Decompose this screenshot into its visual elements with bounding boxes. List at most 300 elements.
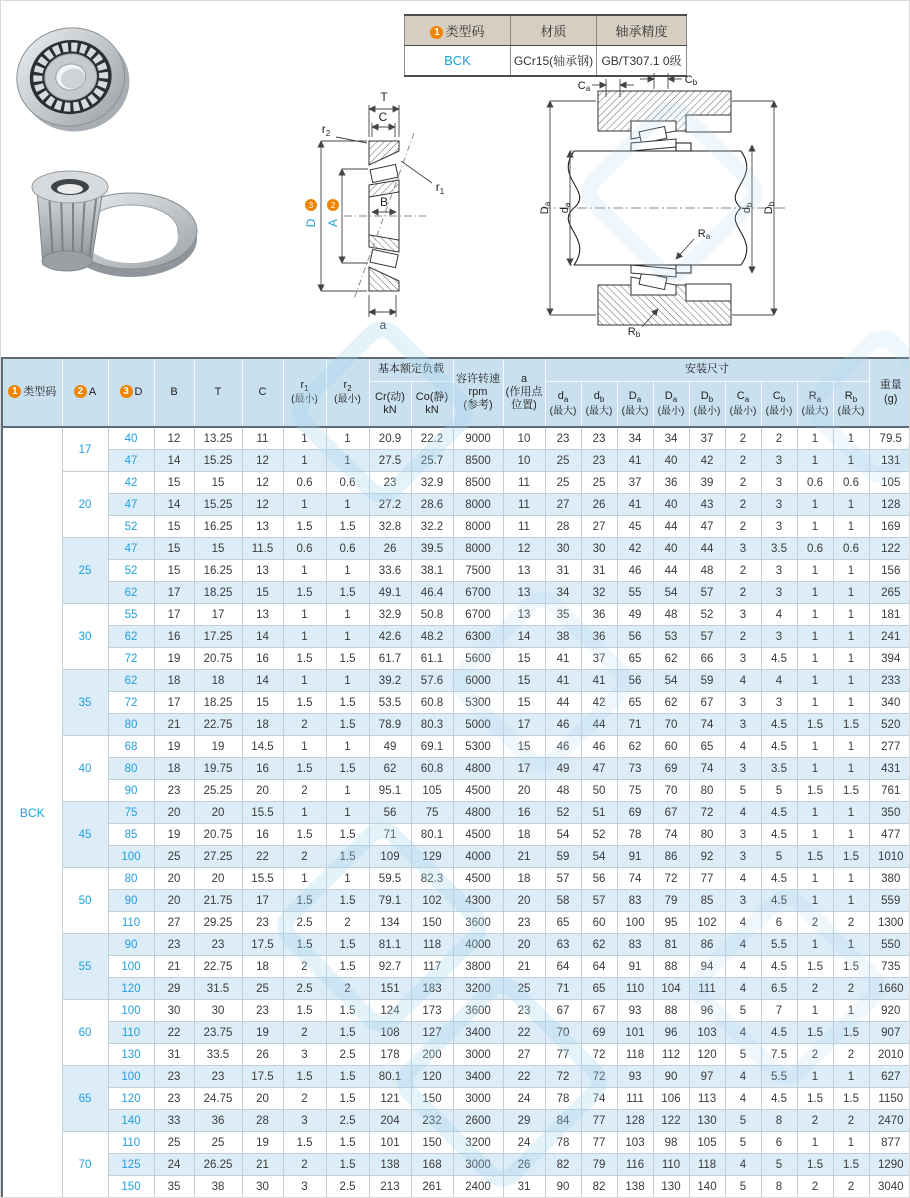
cell-r1: 2 xyxy=(283,1088,326,1110)
cell-d: 90 xyxy=(108,780,154,802)
cell-t: 20.75 xyxy=(194,824,242,846)
cell-Ca: 3 xyxy=(725,714,761,736)
cell-Cb: 3 xyxy=(761,560,797,582)
cell-b: 27 xyxy=(154,912,194,934)
cell-cr: 151 xyxy=(369,978,411,1000)
table-row xyxy=(2,516,910,538)
cell-Ca: 4 xyxy=(725,736,761,758)
cell-Ca: 5 xyxy=(725,1000,761,1022)
cell-co: 168 xyxy=(411,1154,453,1176)
cell-co: 127 xyxy=(411,1022,453,1044)
cell-da: 25 xyxy=(545,472,581,494)
dim-D-label xyxy=(304,199,318,227)
cell-Ca: 3 xyxy=(725,604,761,626)
cell-da: 28 xyxy=(545,516,581,538)
cell-a-point: 17 xyxy=(503,714,545,736)
table-row xyxy=(2,560,910,582)
cell-d: 130 xyxy=(108,1044,154,1066)
cell-da: 78 xyxy=(545,1132,581,1154)
cell-cr: 53.5 xyxy=(369,692,411,714)
cell-r1: 1.5 xyxy=(283,758,326,780)
cell-Ca: 2 xyxy=(725,626,761,648)
cell-Rb: 1 xyxy=(833,516,869,538)
cell-da: 67 xyxy=(545,1000,581,1022)
header-mount-col-Db: $D_b$ (最小) xyxy=(689,382,725,428)
cell-a-value: 55 xyxy=(62,934,108,1000)
cell-rpm: 6300 xyxy=(453,626,503,648)
cell-db: 51 xyxy=(581,802,617,824)
cell-c: 13 xyxy=(242,604,283,626)
cell-rpm: 6700 xyxy=(453,604,503,626)
cell-rpm: 3000 xyxy=(453,1154,503,1176)
cell-Ca: 5 xyxy=(725,1044,761,1066)
cell-c: 28 xyxy=(242,1110,283,1132)
cell-Da-min: 74 xyxy=(653,824,689,846)
cell-weight: 907 xyxy=(869,1022,910,1044)
cell-Ca: 5 xyxy=(725,1132,761,1154)
table-row xyxy=(2,648,910,670)
cell-Cb: 4 xyxy=(761,670,797,692)
cell-Ra: 1.5 xyxy=(797,1088,833,1110)
cell-t: 27.25 xyxy=(194,846,242,868)
cell-Da-max: 101 xyxy=(617,1022,653,1044)
cell-Ra: 1 xyxy=(797,494,833,516)
cell-da: 70 xyxy=(545,1022,581,1044)
cell-r1: 2 xyxy=(283,1022,326,1044)
cell-Rb: 1.5 xyxy=(833,956,869,978)
cell-r2: 1.5 xyxy=(326,758,369,780)
cell-r1: 1.5 xyxy=(283,824,326,846)
cell-c: 12 xyxy=(242,472,283,494)
cell-rpm: 5300 xyxy=(453,736,503,758)
cell-c: 19 xyxy=(242,1132,283,1154)
cell-rpm: 3200 xyxy=(453,1132,503,1154)
cell-da: 35 xyxy=(545,604,581,626)
cell-a-point: 15 xyxy=(503,670,545,692)
cell-weight: 1150 xyxy=(869,1088,910,1110)
cell-cr: 27.2 xyxy=(369,494,411,516)
cell-c: 14 xyxy=(242,670,283,692)
cell-a-value: 40 xyxy=(62,736,108,802)
cell-c: 16 xyxy=(242,758,283,780)
cell-Da-max: 42 xyxy=(617,538,653,560)
cell-r2: 1.5 xyxy=(326,648,369,670)
cell-Da-min: 62 xyxy=(653,692,689,714)
cell-da: 41 xyxy=(545,670,581,692)
cell-rpm: 4800 xyxy=(453,758,503,780)
cell-r2: 1.5 xyxy=(326,692,369,714)
cell-r1: 1 xyxy=(283,560,326,582)
table-row xyxy=(2,934,910,956)
cell-co: 173 xyxy=(411,1000,453,1022)
dim-Cb-label: Cb xyxy=(684,74,698,87)
table-row xyxy=(2,1000,910,1022)
cell-weight: 2470 xyxy=(869,1110,910,1132)
cell-Ra: 1 xyxy=(797,868,833,890)
cell-co: 75 xyxy=(411,802,453,824)
cell-Cb: 7 xyxy=(761,1000,797,1022)
table-row xyxy=(2,1088,910,1110)
cell-da: 64 xyxy=(545,956,581,978)
cell-Ra: 1 xyxy=(797,934,833,956)
cell-rpm: 2400 xyxy=(453,1176,503,1198)
cell-Rb: 2 xyxy=(833,912,869,934)
cell-c: 15.5 xyxy=(242,868,283,890)
cell-Db: 66 xyxy=(689,648,725,670)
cell-Da-min: 54 xyxy=(653,582,689,604)
cell-b: 24 xyxy=(154,1154,194,1176)
cell-Da-max: 83 xyxy=(617,890,653,912)
dim-Ca-label: Ca xyxy=(577,80,591,93)
cell-rpm: 8500 xyxy=(453,450,503,472)
cell-Cb: 4.5 xyxy=(761,824,797,846)
cell-Ca: 4 xyxy=(725,1066,761,1088)
cell-cr: 61.7 xyxy=(369,648,411,670)
cell-Ra: 1 xyxy=(797,450,833,472)
cell-Da-min: 88 xyxy=(653,1000,689,1022)
cell-da: 57 xyxy=(545,868,581,890)
cell-c: 11.5 xyxy=(242,538,283,560)
header-col-rpm: 容许转速 rpm (参考) xyxy=(453,358,503,427)
cell-Db: 105 xyxy=(689,1132,725,1154)
cell-t: 24.75 xyxy=(194,1088,242,1110)
cell-co: 183 xyxy=(411,978,453,1000)
cell-co: 48.2 xyxy=(411,626,453,648)
cell-a-point: 15 xyxy=(503,736,545,758)
cell-Db: 59 xyxy=(689,670,725,692)
cell-rpm: 4300 xyxy=(453,890,503,912)
header-col-b: B xyxy=(154,358,194,427)
cell-Db: 94 xyxy=(689,956,725,978)
cell-t: 20 xyxy=(194,868,242,890)
cell-Cb: 3 xyxy=(761,582,797,604)
cell-t: 16.25 xyxy=(194,516,242,538)
cell-db: 77 xyxy=(581,1132,617,1154)
cell-Cb: 4.5 xyxy=(761,868,797,890)
cell-co: 60.8 xyxy=(411,692,453,714)
cell-t: 18.25 xyxy=(194,692,242,714)
cell-db: 46 xyxy=(581,736,617,758)
cell-Da-min: 81 xyxy=(653,934,689,956)
cell-weight: 2010 xyxy=(869,1044,910,1066)
cell-Ra: 0.6 xyxy=(797,472,833,494)
cell-b: 21 xyxy=(154,714,194,736)
cell-Ca: 4 xyxy=(725,1088,761,1110)
svg-text:2: 2 xyxy=(330,201,336,210)
cell-rpm: 8000 xyxy=(453,516,503,538)
cell-t: 15 xyxy=(194,538,242,560)
cell-Rb: 1 xyxy=(833,648,869,670)
bearing-section-top xyxy=(369,141,399,197)
cell-db: 60 xyxy=(581,912,617,934)
cell-Rb: 1 xyxy=(833,670,869,692)
cell-Cb: 3.5 xyxy=(761,538,797,560)
cell-Ca: 2 xyxy=(725,494,761,516)
cell-Da-max: 41 xyxy=(617,450,653,472)
cell-Da-max: 55 xyxy=(617,582,653,604)
header-group-load: 基本额定负载 xyxy=(369,358,453,382)
header-mount-col-Ca: $C_a$ (最小) xyxy=(725,382,761,428)
cell-da: 27 xyxy=(545,494,581,516)
cell-Da-max: 138 xyxy=(617,1176,653,1198)
header-type-code: 1 类型码 xyxy=(2,358,62,427)
cell-c: 23 xyxy=(242,912,283,934)
header-col-co: Co(静) kN xyxy=(411,382,453,428)
cell-Ca: 5 xyxy=(725,1110,761,1132)
cell-d: 80 xyxy=(108,758,154,780)
cell-r2: 1 xyxy=(326,868,369,890)
cell-a-point: 27 xyxy=(503,1044,545,1066)
cell-Da-max: 75 xyxy=(617,780,653,802)
cell-b: 20 xyxy=(154,890,194,912)
cell-weight: 3040 xyxy=(869,1176,910,1198)
cell-Cb: 5 xyxy=(761,846,797,868)
table-row xyxy=(2,450,910,472)
cell-Rb: 2 xyxy=(833,978,869,1000)
header-col-a: 2 A xyxy=(62,358,108,427)
cell-r2: 1.5 xyxy=(326,934,369,956)
cell-co: 129 xyxy=(411,846,453,868)
cell-rpm: 3000 xyxy=(453,1044,503,1066)
cell-r1: 1 xyxy=(283,494,326,516)
cell-r1: 1.5 xyxy=(283,1132,326,1154)
cell-Da-max: 116 xyxy=(617,1154,653,1176)
cell-Db: 44 xyxy=(689,538,725,560)
cell-Db: 42 xyxy=(689,450,725,472)
cell-a-point: 15 xyxy=(503,648,545,670)
cell-Da-min: 88 xyxy=(653,956,689,978)
cell-Db: 113 xyxy=(689,1088,725,1110)
cell-weight: 1300 xyxy=(869,912,910,934)
cell-c: 17.5 xyxy=(242,934,283,956)
cell-cr: 49 xyxy=(369,736,411,758)
cell-Cb: 7.5 xyxy=(761,1044,797,1066)
cell-r1: 1 xyxy=(283,427,326,450)
cell-r2: 1.5 xyxy=(326,582,369,604)
cell-Da-min: 70 xyxy=(653,780,689,802)
cell-Db: 80 xyxy=(689,780,725,802)
cell-Da-max: 73 xyxy=(617,758,653,780)
cell-Ca: 4 xyxy=(725,670,761,692)
cell-cr: 79.1 xyxy=(369,890,411,912)
cell-rpm: 3000 xyxy=(453,1088,503,1110)
cell-rpm: 6700 xyxy=(453,582,503,604)
cell-t: 22.75 xyxy=(194,714,242,736)
cell-da: 72 xyxy=(545,1066,581,1088)
cell-da: 30 xyxy=(545,538,581,560)
cell-db: 37 xyxy=(581,648,617,670)
cell-db: 72 xyxy=(581,1044,617,1066)
spec-data-table xyxy=(1,357,910,1198)
cell-Da-min: 69 xyxy=(653,758,689,780)
cell-Cb: 8 xyxy=(761,1110,797,1132)
cell-Ca: 2 xyxy=(725,582,761,604)
spec-table-header xyxy=(2,358,910,427)
section-view-diagram xyxy=(296,81,526,339)
dim-Db-label: Db xyxy=(763,201,776,215)
cell-Rb: 2 xyxy=(833,1044,869,1066)
cell-Ra: 1 xyxy=(797,890,833,912)
cell-d: 72 xyxy=(108,692,154,714)
cell-cr: 95.1 xyxy=(369,780,411,802)
cell-rpm: 4800 xyxy=(453,802,503,824)
cell-Db: 67 xyxy=(689,692,725,714)
cell-Da-max: 83 xyxy=(617,934,653,956)
cell-db: 52 xyxy=(581,824,617,846)
cell-d: 75 xyxy=(108,802,154,824)
cell-Ra: 2 xyxy=(797,1044,833,1066)
cell-a-point: 23 xyxy=(503,1000,545,1022)
bearing-photo-1 xyxy=(10,20,135,139)
cell-cr: 124 xyxy=(369,1000,411,1022)
cell-cr: 32.9 xyxy=(369,604,411,626)
cell-Rb: 1.5 xyxy=(833,1022,869,1044)
cell-r1: 1 xyxy=(283,868,326,890)
cell-a-point: 16 xyxy=(503,802,545,824)
cell-rpm: 9000 xyxy=(453,427,503,450)
cell-co: 28.6 xyxy=(411,494,453,516)
cell-weight: 128 xyxy=(869,494,910,516)
cell-t: 18 xyxy=(194,670,242,692)
cell-Cb: 4.5 xyxy=(761,890,797,912)
table-row xyxy=(2,956,910,978)
cell-Ca: 2 xyxy=(725,427,761,450)
cell-Da-min: 72 xyxy=(653,868,689,890)
cell-Da-max: 46 xyxy=(617,560,653,582)
dim-Rb-label: Rb xyxy=(627,326,641,339)
cell-cr: 39.2 xyxy=(369,670,411,692)
cell-Da-min: 104 xyxy=(653,978,689,1000)
cell-Rb: 0.6 xyxy=(833,538,869,560)
cell-r2: 1 xyxy=(326,604,369,626)
cell-a-point: 20 xyxy=(503,890,545,912)
cell-r2: 1.5 xyxy=(326,714,369,736)
cell-Ra: 1.5 xyxy=(797,846,833,868)
cell-Ca: 4 xyxy=(725,912,761,934)
cell-Ca: 3 xyxy=(725,824,761,846)
cell-Ca: 4 xyxy=(725,978,761,1000)
cell-cr: 134 xyxy=(369,912,411,934)
cell-d: 62 xyxy=(108,670,154,692)
cell-c: 12 xyxy=(242,450,283,472)
cell-weight: 233 xyxy=(869,670,910,692)
cell-t: 19.75 xyxy=(194,758,242,780)
cell-c: 17 xyxy=(242,890,283,912)
cell-Ra: 1 xyxy=(797,427,833,450)
cell-c: 15 xyxy=(242,692,283,714)
cell-da: 82 xyxy=(545,1154,581,1176)
cell-Ca: 5 xyxy=(725,1176,761,1198)
svg-text:3: 3 xyxy=(308,201,314,210)
cell-t: 23 xyxy=(194,934,242,956)
cell-r2: 1.5 xyxy=(326,1000,369,1022)
cell-r2: 1 xyxy=(326,780,369,802)
cell-Cb: 3 xyxy=(761,450,797,472)
cell-rpm: 6000 xyxy=(453,670,503,692)
header-col-c: C xyxy=(242,358,283,427)
dim-Ra-label: Ra xyxy=(697,228,711,241)
cell-co: 232 xyxy=(411,1110,453,1132)
cell-co: 46.4 xyxy=(411,582,453,604)
cell-Da-max: 111 xyxy=(617,1088,653,1110)
cell-Rb: 1 xyxy=(833,582,869,604)
cell-t: 15.25 xyxy=(194,450,242,472)
cell-Ca: 4 xyxy=(725,956,761,978)
cell-d: 62 xyxy=(108,582,154,604)
cell-b: 19 xyxy=(154,648,194,670)
cell-r1: 3 xyxy=(283,1044,326,1066)
cell-r2: 1.5 xyxy=(326,1022,369,1044)
cell-r2: 2.5 xyxy=(326,1110,369,1132)
cell-b: 15 xyxy=(154,538,194,560)
cell-rpm: 5000 xyxy=(453,714,503,736)
header-col-r2: $r_2$ (最小) xyxy=(326,358,369,427)
cell-weight: 340 xyxy=(869,692,910,714)
cell-Da-max: 45 xyxy=(617,516,653,538)
cell-da: 65 xyxy=(545,912,581,934)
cell-r2: 1 xyxy=(326,450,369,472)
cell-da: 23 xyxy=(545,427,581,450)
cell-Ca: 3 xyxy=(725,890,761,912)
cell-d: 80 xyxy=(108,868,154,890)
cell-Cb: 5.5 xyxy=(761,1066,797,1088)
cell-b: 25 xyxy=(154,1132,194,1154)
cell-Ca: 5 xyxy=(725,780,761,802)
cell-Ca: 3 xyxy=(725,758,761,780)
cell-Ra: 2 xyxy=(797,912,833,934)
cell-t: 23.75 xyxy=(194,1022,242,1044)
cell-Da-min: 112 xyxy=(653,1044,689,1066)
cell-c: 20 xyxy=(242,780,283,802)
cell-d: 62 xyxy=(108,626,154,648)
cell-rpm: 3600 xyxy=(453,1000,503,1022)
cell-co: 32.2 xyxy=(411,516,453,538)
table-row xyxy=(2,1066,910,1088)
cell-db: 27 xyxy=(581,516,617,538)
cell-cr: 213 xyxy=(369,1176,411,1198)
cell-Rb: 1 xyxy=(833,736,869,758)
cell-a-value: 20 xyxy=(62,472,108,538)
cell-db: 72 xyxy=(581,1066,617,1088)
cell-weight: 920 xyxy=(869,1000,910,1022)
cell-db: 31 xyxy=(581,560,617,582)
cell-cr: 81.1 xyxy=(369,934,411,956)
cell-Ra: 1 xyxy=(797,516,833,538)
cell-Rb: 1.5 xyxy=(833,846,869,868)
cell-Rb: 1 xyxy=(833,692,869,714)
cell-c: 23 xyxy=(242,1000,283,1022)
cell-d: 90 xyxy=(108,934,154,956)
cell-b: 15 xyxy=(154,560,194,582)
cell-Ra: 1 xyxy=(797,670,833,692)
header-mount-col-Da: $D_a$ (最小) xyxy=(653,382,689,428)
cell-t: 15.25 xyxy=(194,494,242,516)
cell-c: 14 xyxy=(242,626,283,648)
cell-da: 54 xyxy=(545,824,581,846)
cell-a-point: 18 xyxy=(503,868,545,890)
cell-co: 150 xyxy=(411,1088,453,1110)
cell-Ca: 2 xyxy=(725,472,761,494)
cell-weight: 877 xyxy=(869,1132,910,1154)
cell-co: 80.1 xyxy=(411,824,453,846)
cell-db: 57 xyxy=(581,890,617,912)
cell-Rb: 1 xyxy=(833,758,869,780)
cell-rpm: 5300 xyxy=(453,692,503,714)
cell-weight: 122 xyxy=(869,538,910,560)
dim-r2-label: $r_2$ xyxy=(321,122,331,138)
cell-c: 21 xyxy=(242,1154,283,1176)
cell-r2: 2 xyxy=(326,978,369,1000)
